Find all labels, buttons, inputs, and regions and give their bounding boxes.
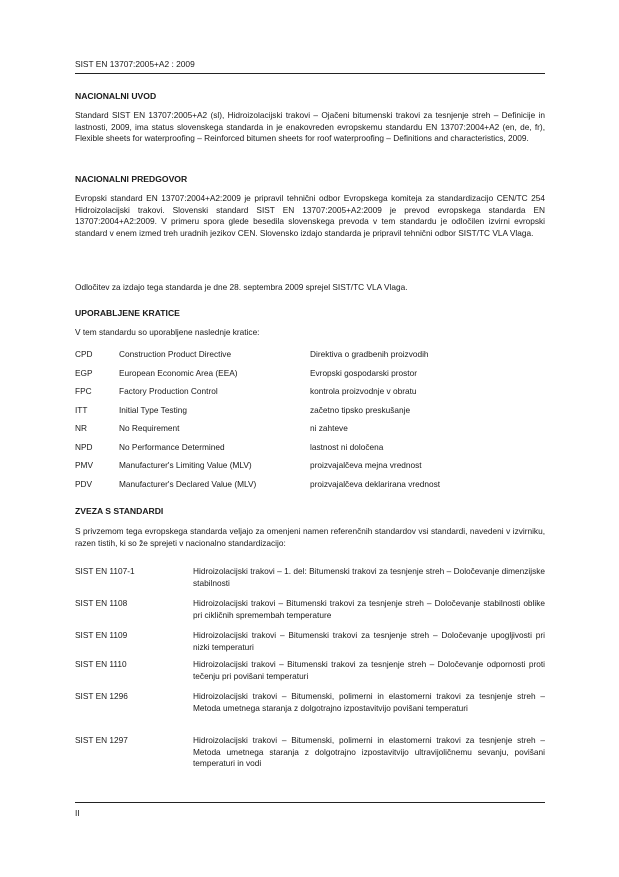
abbreviation-english: No Requirement — [119, 423, 180, 433]
standard-code: SIST EN 1107-1 — [75, 566, 135, 576]
abbreviation-slovene: kontrola proizvodnje v obratu — [310, 386, 417, 396]
abbreviation-english: Manufacturer's Limiting Value (MLV) — [119, 460, 252, 470]
abbreviation-code: FPC — [75, 386, 92, 396]
abbreviation-english: No Performance Determined — [119, 441, 225, 452]
abbreviation-row — [75, 386, 545, 398]
abbreviation-slovene: proizvajalčeva deklarirana vrednost — [310, 478, 441, 489]
standard-description: Hidroizolacijski trakovi – Bitumenski, polimerni in elastomerni trakovi za tesnjenje streh – Metoda umetnega staranja z dolgotrajno izpostavitvijo povišani temperaturi — [193, 691, 545, 713]
document-header-id: SIST EN 13707:2005+A2 : 2009 — [75, 59, 195, 69]
standard-description: Hidroizolacijski trakovi – Bitumenski trakovi za tesnjenje streh – Določevanje odpornosti proti tečenju pri povišani temperaturi — [193, 659, 545, 681]
abbreviation-english: Manufacturer's Declared Value (MLV) — [119, 478, 257, 489]
abbreviation-row — [75, 479, 545, 491]
paragraph-kratice-intro: V tem standardu so uporabljene naslednje kratice: — [75, 327, 260, 337]
abbreviation-row — [75, 405, 545, 417]
section-title-uporabljene-kratice: UPORABLJENE KRATICE — [75, 308, 180, 318]
paragraph-nacionalni-uvod: Standard SIST EN 13707:2005+A2 (sl), Hidroizolacijski trakovi – Ojačeni bitumenski trakovi za tesnjenje streh – Definicije in lastnosti, 2009, ima status slovenskega standarda in je enakovreden evropskemu standardu EN 13707:2004+A2 (en, de, fr), Flexible sheets for waterproofing – Reinforced bitumen sheets for roof waterproofing – Definitions and characteristics, 2009. — [75, 110, 545, 144]
section-title-nacionalni-predgovor: NACIONALNI PREDGOVOR — [75, 174, 188, 184]
abbreviation-row — [75, 368, 545, 380]
abbreviation-code: PMV — [75, 460, 93, 470]
abbreviation-code: NPD — [75, 441, 93, 452]
abbreviation-code: CPD — [75, 349, 93, 359]
header-divider — [75, 73, 545, 74]
abbreviation-english: Factory Production Control — [119, 386, 218, 396]
paragraph-zveza-intro: S privzemom tega evropskega standarda veljajo za omenjeni namen referenčnih standardov vsi standardi, navedeni v izvirniku, razen tistih, ki so že sprejeti v nacionalno standardizacijo: — [75, 526, 545, 548]
abbreviation-slovene: proizvajalčeva mejna vrednost — [310, 460, 422, 470]
abbreviation-slovene: Direktiva o gradbenih proizvodih — [310, 349, 429, 359]
paragraph-nacionalni-predgovor: Evropski standard EN 13707:2004+A2:2009 je pripravil tehnični odbor Evropskega komiteja za standardizacijo CEN/TC 254 Hidroizolacijski trakovi. Slovenski standard SIST EN 13707:2005+A2:2009 je prevod evropskega standarda EN 13707:2004+A2:2009. V primeru spora glede besedila slovenskega prevoda v tem standardu je odločilen izvirni evropski standard v enem izmed treh uradnih jezikov CEN. Slovensko izdajo standarda je pripravil tehnični odbor SIST/TC VLA Vlaga. — [75, 193, 545, 238]
paragraph-odlocitev: Odločitev za izdajo tega standarda je dne 28. septembra 2009 sprejel SIST/TC VLA Vlaga. — [75, 282, 408, 292]
abbreviation-row — [75, 442, 545, 454]
abbreviation-code: ITT — [75, 404, 88, 415]
abbreviation-row — [75, 423, 545, 435]
page-number: II — [75, 808, 80, 818]
section-title-nacionalni-uvod: NACIONALNI UVOD — [75, 91, 157, 101]
standard-description: Hidroizolacijski trakovi – Bitumenski trakovi za tesnjenje streh – Določevanje upogljivosti pri nizki temperaturi — [193, 630, 545, 652]
footer-divider — [75, 802, 545, 803]
abbreviation-row — [75, 460, 545, 472]
abbreviation-slovene: lastnost ni določena — [310, 441, 384, 452]
abbreviation-code: PDV — [75, 478, 93, 489]
abbreviation-code: EGP — [75, 367, 93, 378]
abbreviation-slovene: Evropski gospodarski prostor — [310, 367, 417, 378]
abbreviation-english: European Economic Area (EEA) — [119, 367, 238, 378]
standard-description: Hidroizolacijski trakovi – Bitumenski, polimerni in elastomerni trakovi za tesnjenje streh – Metoda umetnega staranja z dolgotrajno izpostavitvijo ultravijoličnemu sevanju, povišani temperaturi in vodi — [193, 735, 545, 769]
abbreviation-slovene: ni zahteve — [310, 423, 348, 433]
standard-code: SIST EN 1109 — [75, 630, 128, 640]
section-title-zveza-s-standardi: ZVEZA S STANDARDI — [75, 506, 164, 516]
standard-code: SIST EN 1108 — [75, 598, 128, 608]
abbreviation-english: Initial Type Testing — [119, 404, 187, 415]
standard-code: SIST EN 1110 — [75, 659, 127, 669]
abbreviation-row — [75, 349, 545, 361]
abbreviation-slovene: začetno tipsko preskušanje — [310, 404, 411, 415]
standard-description: Hidroizolacijski trakovi – Bitumenski trakovi za tesnjenje streh – Določevanje stabilnosti oblike pri cikličnih spremembah temperature — [193, 598, 545, 620]
abbreviation-english: Construction Product Directive — [119, 349, 232, 359]
standard-code: SIST EN 1296 — [75, 691, 128, 701]
standard-code: SIST EN 1297 — [75, 735, 128, 745]
abbreviation-code: NR — [75, 423, 87, 433]
standard-description: Hidroizolacijski trakovi – 1. del: Bitumenski trakovi za tesnjenje streh – Določevanje dimenzijske stabilnosti — [193, 566, 545, 588]
